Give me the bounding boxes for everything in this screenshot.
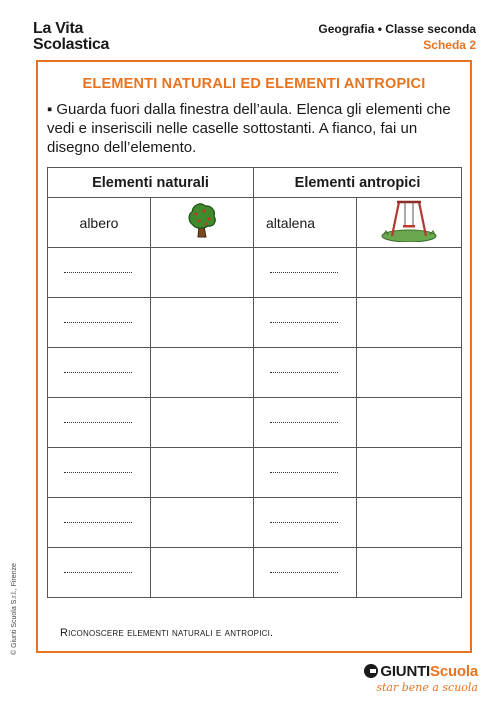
natural-drawing-blank[interactable]: [151, 298, 254, 348]
anthropic-word-blank[interactable]: [254, 548, 357, 598]
natural-drawing-blank[interactable]: [151, 248, 254, 298]
publisher-brand: [364, 663, 478, 694]
natural-drawing-blank[interactable]: [151, 498, 254, 548]
natural-word-blank[interactable]: [48, 398, 151, 448]
dotted-line: [270, 572, 338, 573]
publisher-name-part2: Scuola: [430, 663, 478, 680]
learning-goal: Riconoscere elementi naturali e antropici.: [60, 627, 274, 639]
publisher-name-part1: GIUNTI: [380, 663, 431, 680]
natural-word-blank[interactable]: [48, 248, 151, 298]
instruction-text: [47, 100, 458, 157]
natural-drawing-blank[interactable]: [151, 398, 254, 448]
blank-row: [48, 298, 462, 348]
blank-row: [48, 398, 462, 448]
anthropic-word-blank[interactable]: [254, 348, 357, 398]
sheet-number: Scheda 2: [423, 38, 476, 52]
anthropic-drawing-blank[interactable]: [357, 448, 462, 498]
dotted-line: [64, 272, 132, 273]
header-info: [318, 22, 476, 53]
dotted-line: [270, 522, 338, 523]
copyright-text: © Giunti Scuola S.r.l., Firenze: [11, 563, 18, 655]
example-row: [48, 198, 462, 248]
dotted-line: [270, 272, 338, 273]
giunti-logo-icon: [364, 664, 378, 678]
anthropic-word-blank[interactable]: [254, 448, 357, 498]
natural-word-blank[interactable]: [48, 298, 151, 348]
logo-line-1: La Vita: [33, 20, 84, 37]
dotted-line: [64, 472, 132, 473]
instruction-body: Guarda fuori dalla finestra dell’aula. Elenca gli elementi che vedi e inseriscili nelle caselle sottostanti. A fianco, fai un disegno dell’elemento.: [47, 101, 451, 156]
natural-drawing-blank[interactable]: [151, 548, 254, 598]
example-anthropic-word: altalena: [254, 198, 357, 248]
anthropic-drawing-blank[interactable]: [357, 498, 462, 548]
header-anthropic: Elementi antropici: [254, 168, 462, 198]
dotted-line: [270, 472, 338, 473]
natural-word-blank[interactable]: [48, 498, 151, 548]
anthropic-word-blank[interactable]: [254, 498, 357, 548]
header-natural: Elementi naturali: [48, 168, 254, 198]
tree-icon: [182, 200, 222, 240]
magazine-logo: [33, 21, 109, 53]
blank-row: [48, 548, 462, 598]
elements-table: [47, 167, 462, 598]
natural-word-blank[interactable]: [48, 348, 151, 398]
blank-row: [48, 498, 462, 548]
dotted-line: [270, 322, 338, 323]
natural-drawing-blank[interactable]: [151, 348, 254, 398]
worksheet-title: ELEMENTI NATURALI ED ELEMENTI ANTROPICI: [82, 76, 426, 92]
worksheet-frame: [36, 60, 472, 653]
anthropic-word-blank[interactable]: [254, 248, 357, 298]
natural-word-blank[interactable]: [48, 448, 151, 498]
dotted-line: [270, 372, 338, 373]
bullet-marker: ▪: [47, 101, 53, 118]
blank-row: [48, 248, 462, 298]
anthropic-drawing-blank[interactable]: [357, 398, 462, 448]
publisher-name: [364, 663, 478, 680]
dotted-line: [270, 422, 338, 423]
natural-drawing-blank[interactable]: [151, 448, 254, 498]
dotted-line: [64, 522, 132, 523]
example-natural-word: albero: [48, 198, 151, 248]
blank-row: [48, 448, 462, 498]
blank-row: [48, 348, 462, 398]
swing-icon: [380, 198, 438, 242]
table-header-row: [48, 168, 462, 198]
example-natural-drawing: [151, 198, 254, 248]
example-anthropic-drawing: [357, 198, 462, 248]
anthropic-drawing-blank[interactable]: [357, 548, 462, 598]
subject-label: Geografia • Classe seconda: [318, 22, 476, 36]
anthropic-drawing-blank[interactable]: [357, 298, 462, 348]
dotted-line: [64, 572, 132, 573]
logo-line-2: Scolastica: [33, 36, 110, 53]
publisher-tagline: star bene a scuola: [376, 681, 478, 694]
anthropic-drawing-blank[interactable]: [357, 348, 462, 398]
anthropic-word-blank[interactable]: [254, 298, 357, 348]
anthropic-word-blank[interactable]: [254, 398, 357, 448]
anthropic-drawing-blank[interactable]: [357, 248, 462, 298]
natural-word-blank[interactable]: [48, 548, 151, 598]
dotted-line: [64, 422, 132, 423]
dotted-line: [64, 322, 132, 323]
dotted-line: [64, 372, 132, 373]
